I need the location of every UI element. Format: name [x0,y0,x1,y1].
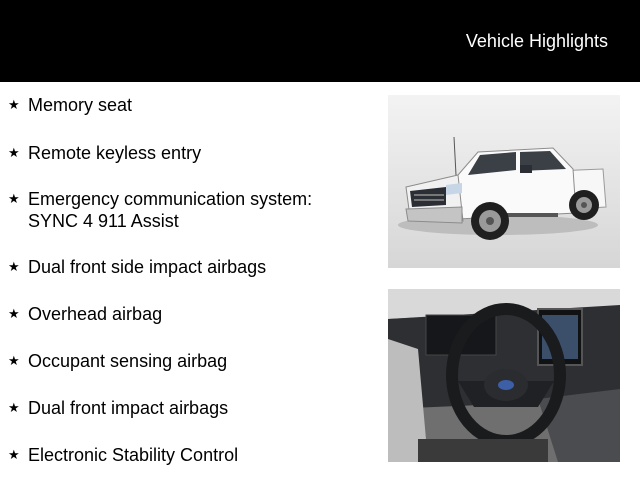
list-item [8,303,162,325]
list-item [8,188,312,232]
feature-label: Overhead airbag [28,304,163,324]
feature-label: Occupant sensing airbag [28,351,228,371]
star-icon: ★ [8,191,20,206]
star-icon: ★ [8,259,20,274]
feature-label: Memory seat [28,95,133,115]
star-icon: ★ [8,306,20,321]
list-item [8,256,266,278]
star-icon: ★ [8,353,20,368]
star-icon: ★ [8,400,20,415]
feature-label: Emergency communication system: SYNC 4 911 Assist [28,189,313,231]
star-icon: ★ [8,145,20,160]
feature-label: Electronic Stability Control [28,445,239,465]
header-bar [0,0,640,82]
star-icon: ★ [8,447,20,462]
feature-label: Dual front impact airbags [28,398,229,418]
list-item [8,444,238,466]
list-item [8,397,228,419]
list-item [8,350,227,372]
star-icon: ★ [8,97,20,112]
exterior-photo [388,95,620,268]
list-item [8,94,132,116]
feature-label: Remote keyless entry [28,143,202,163]
interior-photo [388,289,620,462]
feature-label: Dual front side impact airbags [28,257,267,277]
page-title: Vehicle Highlights [465,31,608,51]
list-item [8,142,201,164]
